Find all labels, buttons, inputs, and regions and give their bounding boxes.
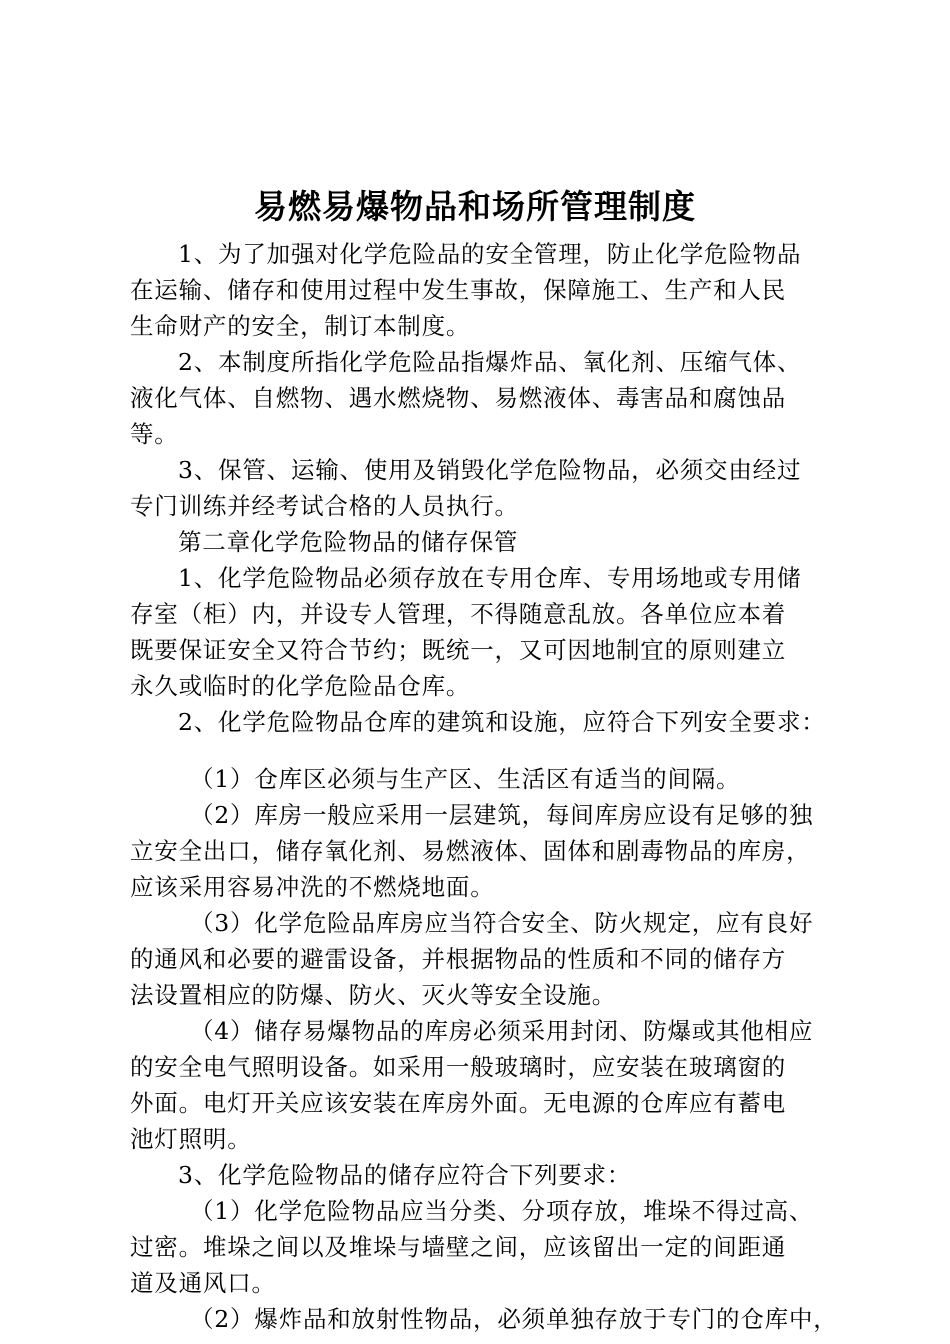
paragraph-line: 2、本制度所指化学危险品指爆炸品、氧化剂、压缩气体、 (178, 348, 802, 376)
paragraph-line: 在运输、储存和使用过程中发生事故，保障施工、生产和人民 (130, 276, 787, 304)
paragraph-line: 既要保证安全又符合节约；既统一，又可因地制宜的原则建立 (130, 636, 787, 664)
paragraph-line: 外面。电灯开关应该安装在库房外面。无电源的仓库应有蓄电 (130, 1089, 787, 1117)
paragraph-line: 3、保管、运输、使用及销毁化学危险物品，必须交由经过 (178, 456, 802, 484)
paragraph-line: 应该采用容易冲洗的不燃烧地面。 (130, 873, 495, 901)
paragraph-line: 等。 (130, 420, 179, 448)
paragraph-line: （1）化学危险物品应当分类、分项存放，堆垛不得过高、 (190, 1197, 814, 1225)
paragraph-line: 1、为了加强对化学危险品的安全管理，防止化学危险物品 (178, 240, 802, 268)
paragraph-line: 生命财产的安全，制订本制度。 (130, 312, 471, 340)
paragraph-line: （3）化学危险品库房应当符合安全、防火规定，应有良好 (190, 909, 814, 937)
paragraph-line: 1、化学危险物品必须存放在专用仓库、专用场地或专用储 (178, 564, 802, 592)
paragraph-line: （4）储存易爆物品的库房必须采用封闭、防爆或其他相应 (190, 1017, 814, 1045)
paragraph-line: 道及通风口。 (130, 1269, 276, 1297)
paragraph-line: （2）库房一般应采用一层建筑，每间库房应设有足够的独 (190, 801, 814, 829)
paragraph-line: 专门训练并经考试合格的人员执行。 (130, 492, 519, 520)
paragraph-line: 的安全电气照明设备。如采用一般玻璃时，应安装在玻璃窗的 (130, 1053, 787, 1081)
paragraph-line: 立安全出口，储存氧化剂、易燃液体、固体和剧毒物品的库房， (130, 837, 811, 865)
paragraph-line: 液化气体、自燃物、遇水燃烧物、易燃液体、毒害品和腐蚀品 (130, 384, 787, 412)
paragraph-line: 永久或临时的化学危险品仓库。 (130, 672, 471, 700)
paragraph-line: 存室（柜）内，并设专人管理，不得随意乱放。各单位应本着 (130, 600, 787, 628)
paragraph-line: 过密。堆垛之间以及堆垛与墙壁之间，应该留出一定的间距通 (130, 1233, 787, 1261)
document-title: 易燃易爆物品和场所管理制度 (254, 187, 696, 226)
document-body (130, 236, 838, 1337)
paragraph-line: （1）仓库区必须与生产区、生活区有适当的间隔。 (190, 765, 741, 793)
blank-gap (130, 740, 830, 761)
paragraph-line: 法设置相应的防爆、防火、灭火等安全设施。 (130, 981, 616, 1009)
paragraph-line: 2、化学危险物品仓库的建筑和设施，应符合下列安全要求： (178, 708, 826, 736)
chapter-heading: 第二章化学危险物品的储存保管 (178, 528, 519, 556)
paragraph-line: 池灯照明。 (130, 1125, 252, 1153)
paragraph-line: （2）爆炸品和放射性物品，必须单独存放于专门的仓库中， (190, 1305, 838, 1333)
paragraph-line: 的通风和必要的避雷设备，并根据物品的性质和不同的储存方 (130, 945, 787, 973)
paragraph-line: 3、化学危险物品的储存应符合下列要求： (178, 1161, 632, 1189)
